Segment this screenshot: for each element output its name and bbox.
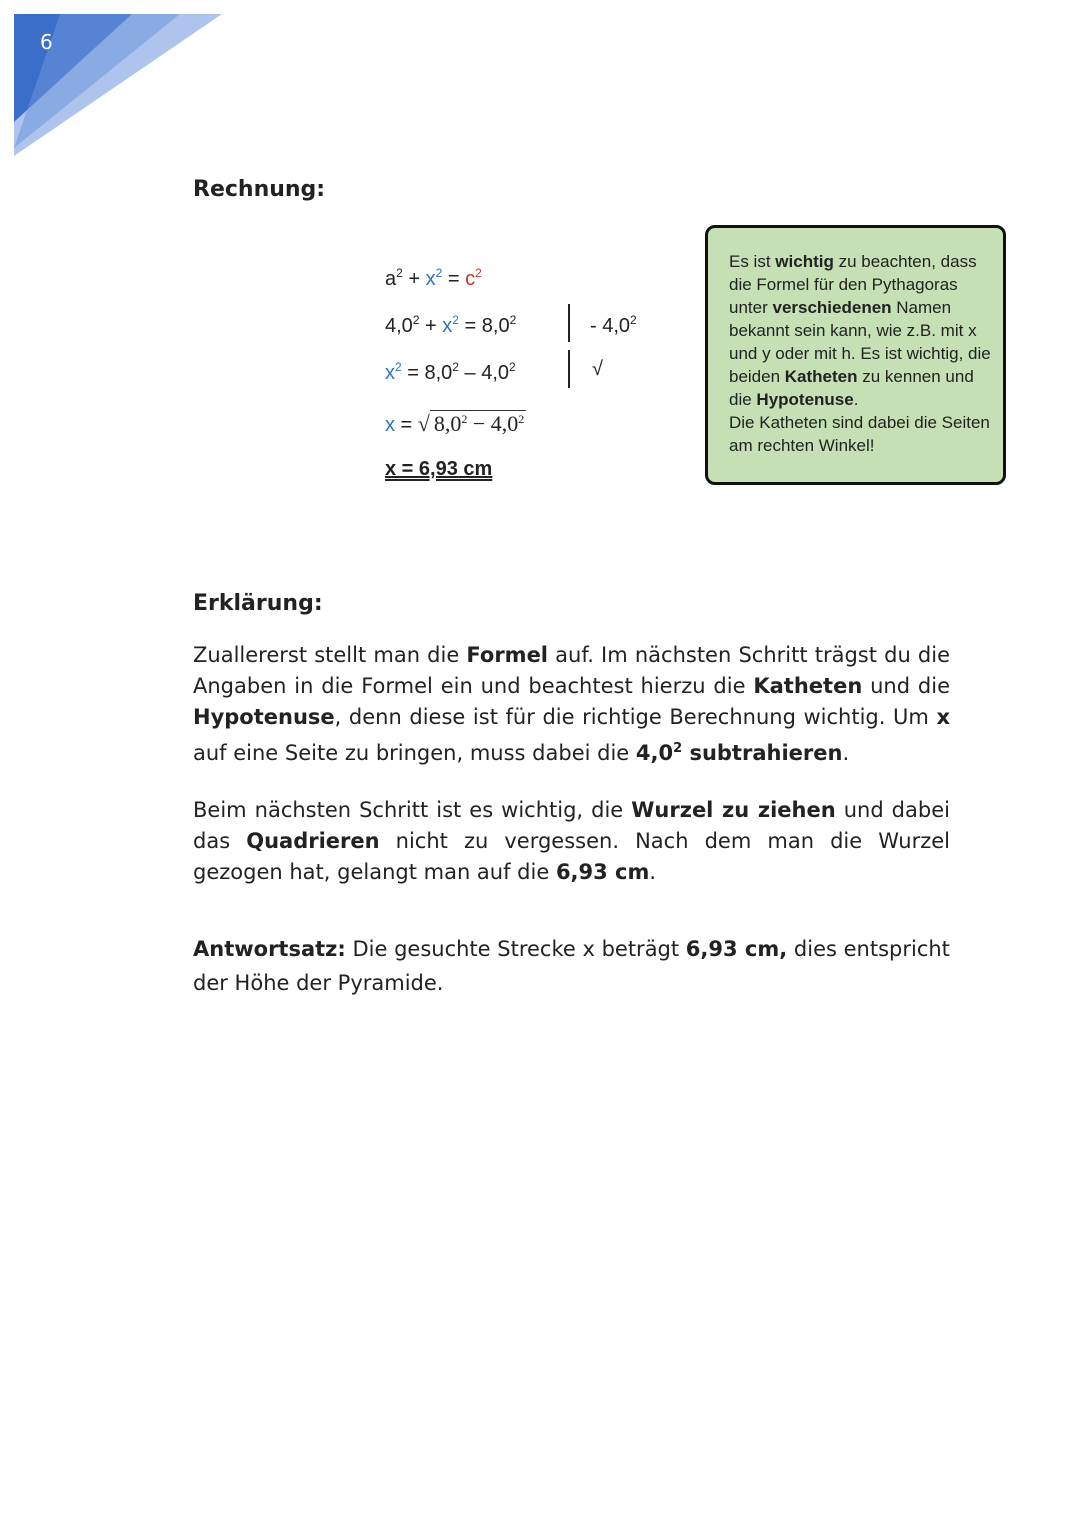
antwortsatz-label: Antwortsatz: [193,937,346,961]
rechnung-heading: Rechnung: [193,177,326,202]
operation-divider-1 [568,304,570,342]
page-number: 6 [40,30,53,54]
antwortsatz-paragraph: Antwortsatz: Die gesuchte Strecke x beträgt 6,93 cm, dies entspricht der Höhe der Pyramide. [193,937,950,995]
hint-note-box: Es ist wichtig zu beachten, dass die Formel für den Pythagoras unter verschiedenen Namen bekannt sein kann, wie z.B. mit x und y oder mit h. Es ist wichtig, die beiden Katheten zu kennen und die Hypotenuse. Die Katheten sind dabei die Seiten am rechten Winkel! [705,225,1006,485]
corner-decoration [0,0,230,160]
calc-line-4: x = √ $8,0^2 - 4,0^2$ [385,411,525,436]
radicand: $8,0^2 - 4,0^2$ [430,410,526,437]
operation-divider-2 [568,350,570,388]
erklaerung-paragraph-1: Zuallererst stellt man die Formel auf. Im nächsten Schritt trägst du die Angaben in die Formel ein und beachtest hierzu die Katheten und die Hypotenuse, denn diese ist für die richtige Berechnung wichtig. Um x auf eine Seite zu bringen, muss dabei die $4,0^2$ subtrahieren. [193,643,951,765]
calc-line-2: $4,0^2 + x^2 = 8,0^2$ [385,313,517,337]
operation-subtract: - $4,0^2$ [590,313,637,337]
calc-line-1: $a^2 + x^2 = c^2$ [385,266,482,290]
calc-result: x = 6,93 cm [385,458,493,480]
sqrt-icon: √ [417,411,430,436]
erklaerung-paragraph-2: Beim nächsten Schritt ist es wichtig, die Wurzel zu ziehen und dabei das Quadrieren nicht zu vergessen. Nach dem man die Wurzel gezogen hat, gelangt man auf die 6,93 cm. [193,798,950,884]
calc-line-3: $x^2 = 8,0^2 - 4,0^2$ [385,360,516,384]
square-root [418,410,527,437]
operation-sqrt-icon: √ [592,358,603,380]
erklaerung-heading: Erklärung: [193,591,323,616]
